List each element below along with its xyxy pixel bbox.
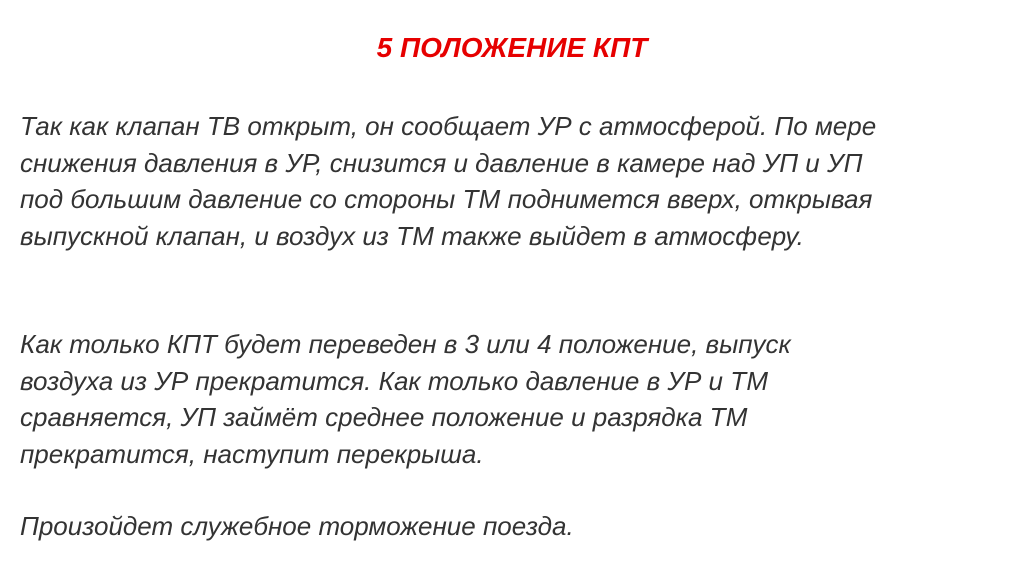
paragraph-1: Так как клапан ТВ открыт, он сообщает УР с атмосферой. По мере снижения давления в УР, снизится и давление в камере над УП и УП под большим давление со стороны ТМ поднимется вверх, открывая выпускной клапан, и воздух из ТМ также выйдет в атмосферу. <box>20 111 877 251</box>
paragraph-2: Как только КПТ будет переведен в 3 или 4 положение, выпуск воздуха из УР прекратится. Как только давление в УР и ТМ сравняется, УП займёт среднее положение и разрядка ТМ прекратится, наступит перекрыша. <box>20 329 791 469</box>
slide-title: 5 ПОЛОЖЕНИЕ КПТ <box>376 32 648 63</box>
paragraph-3: Произойдет служебное торможение поезда. <box>20 511 574 541</box>
